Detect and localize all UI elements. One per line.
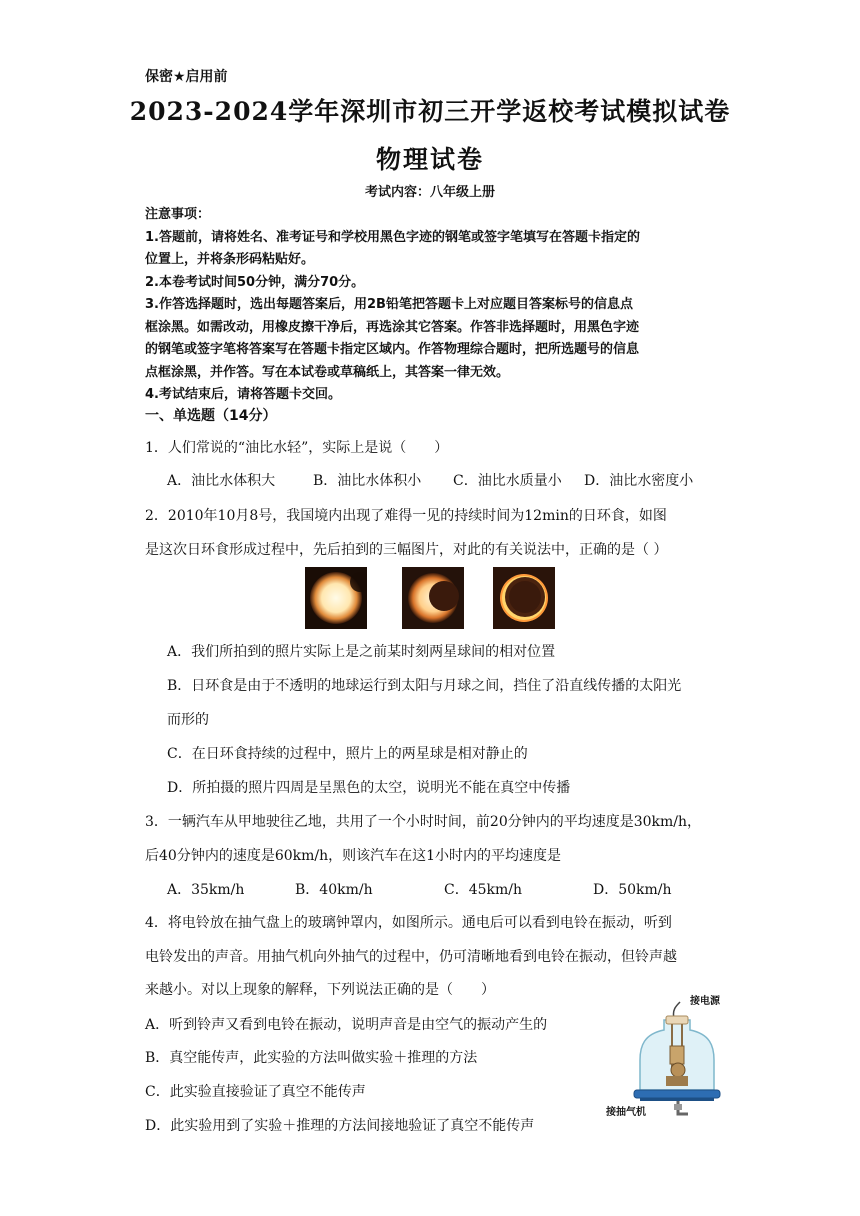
notes-line: 4.考试结束后，请将答题卡交回。 <box>145 387 341 402</box>
notes-line: 1.答题前，请将姓名、准考证号和学校用黑色字迹的钢笔或签字笔填写在答题卡指定的 <box>145 229 640 245</box>
notes-line: 点框涂黑，并作答。写在本试卷或草稿纸上，其答案一律无效。 <box>145 364 510 380</box>
q2-stem-line: 2．2010年10月8号，我国境内出现了难得一见的持续时间为12min的日环食，如图 <box>145 508 667 524</box>
q4-option-d: D．此实验用到了实验＋推理的方法间接地验证了真空不能传声 <box>145 1118 535 1134</box>
q1-stem: 1．人们常说的“油比水轻”，实际上是说（ ） <box>145 440 449 456</box>
power-supply-label: 接电源 <box>690 996 720 1007</box>
q4-option-b: B．真空能传声，此实验的方法叫做实验＋推理的方法 <box>145 1050 478 1066</box>
exam-scope: 考试内容：八年级上册 <box>364 185 495 200</box>
q4-stem-line: 4．将电铃放在抽气盘上的玻璃钟罩内，如图所示。通电后可以看到电铃在振动，听到 <box>145 915 672 931</box>
air-pump-label: 接抽气机 <box>606 1107 646 1118</box>
notes-line: 3.作答选择题时，选出每题答案后，用2B铅笔把答题卡上对应题目答案标号的信息点 <box>145 297 633 312</box>
notes-block <box>145 204 725 407</box>
bell-jar-diagram <box>606 990 726 1130</box>
q4-stem-line: 电铃发出的声音。用抽气机向外抽气的过程中，仍可清晰地看到电铃在振动，但铃声越 <box>145 949 677 965</box>
eclipse-photos <box>305 567 561 629</box>
eclipse-photo-2 <box>402 567 464 629</box>
q1-option-b: B．油比水体积小 <box>313 473 422 489</box>
notes-line: 位置上，并将条形码粘贴好。 <box>145 252 315 267</box>
q4-option-a: A．听到铃声又看到电铃在振动，说明声音是由空气的振动产生的 <box>145 1017 548 1033</box>
q3-option-a: A．35km/h <box>167 882 245 898</box>
q1-option-d: D．油比水密度小 <box>584 473 694 489</box>
q4-option-c: C．此实验直接验证了真空不能传声 <box>145 1084 366 1100</box>
notes-line: 的钢笔或签字笔将答案写在答题卡指定区域内。作答物理综合题时，把所选题号的信息 <box>145 342 640 357</box>
notes-line: 2.本卷考试时间50分钟，满分70分。 <box>145 274 365 290</box>
q2-option-c: C．在日环食持续的过程中，照片上的两星球是相对静止的 <box>167 746 528 762</box>
q1-option-a: A．油比水体积大 <box>167 473 276 489</box>
q3-stem-line: 3．一辆汽车从甲地驶往乙地，共用了一个小时时间，前20分钟内的平均速度是30km/h， <box>145 814 702 830</box>
q2-option-b: B．日环食是由于不透明的地球运行到太阳与月球之间，挡住了沿直线传播的太阳光 <box>167 678 682 694</box>
section-heading: 一、单选题（14分） <box>145 408 277 424</box>
eclipse-photo-1 <box>305 567 367 629</box>
q2-option-d: D．所拍摄的照片四周是呈黑色的太空，说明光不能在真空中传播 <box>167 780 571 796</box>
q2-option-b-continued: 而形的 <box>167 712 209 728</box>
confidential-mark: 保密★启用前 <box>145 69 228 85</box>
q2-stem-line: 是这次日环食形成过程中，先后拍到的三幅图片，对此的有关说法中，正确的是（ ） <box>145 542 668 558</box>
q3-option-d: D．50km/h <box>593 882 672 898</box>
q3-option-b: B．40km/h <box>295 882 373 898</box>
eclipse-photo-3 <box>493 567 555 629</box>
q2-option-a: A．我们所拍到的照片实际上是之前某时刻两星球间的相对位置 <box>167 644 556 660</box>
notes-line: 框涂黑。如需改动，用橡皮擦干净后，再选涂其它答案。作答非选择题时，用黑色字迹 <box>145 319 640 335</box>
subject-title: 物理试卷 <box>375 145 484 174</box>
exam-title: 2023-2024学年深圳市初三开学返校考试模拟试卷 <box>129 97 731 126</box>
q3-stem-line: 后40分钟内的速度是60km/h，则该汽车在这1小时内的平均速度是 <box>145 848 562 864</box>
q1-option-c: C．油比水质量小 <box>453 473 562 489</box>
q4-stem-line: 来越小。对以上现象的解释，下列说法正确的是（ ） <box>145 982 495 998</box>
notes-heading: 注意事项： <box>145 207 211 222</box>
q3-option-c: C．45km/h <box>444 882 523 898</box>
